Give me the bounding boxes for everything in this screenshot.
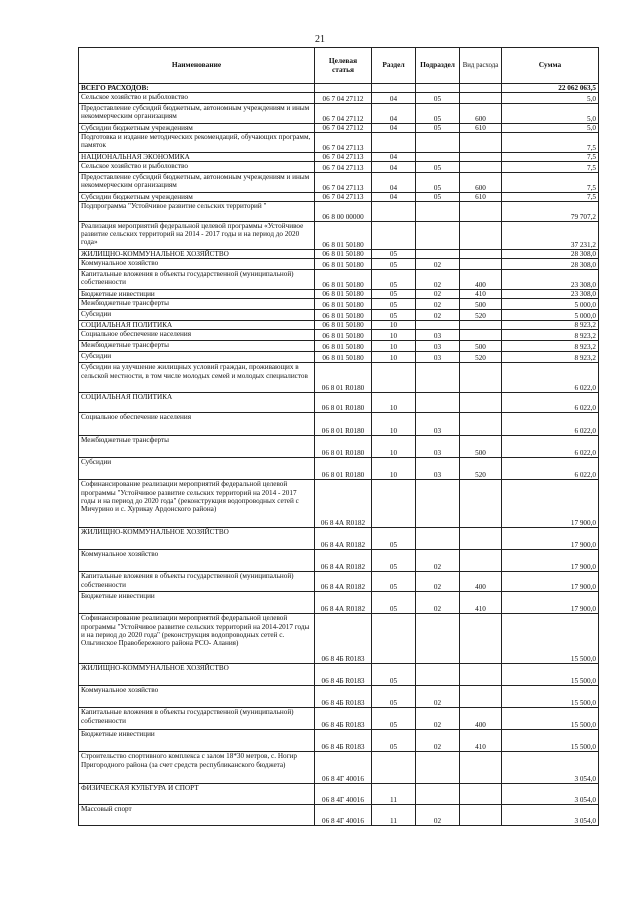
row-expense-kind: 520 [460, 352, 502, 363]
row-subsection [416, 614, 460, 664]
row-target-article: 06 7 04 27112 [315, 104, 372, 124]
table-row [79, 133, 599, 153]
table-row [79, 93, 599, 104]
row-expense-kind [460, 93, 502, 104]
row-expense-kind: 410 [460, 290, 502, 299]
row-expense-kind [460, 480, 502, 528]
row-subsection [416, 664, 460, 686]
row-subsection: 02 [416, 299, 460, 310]
row-name: Массовый спорт [79, 805, 315, 826]
row-target-article: 06 8 4Г 40016 [315, 752, 372, 784]
row-sum: 17 900,0 [502, 572, 599, 592]
row-target-article: 06 8 01 50180 [315, 222, 372, 250]
row-sum: 3 054,0 [502, 805, 599, 826]
row-subsection: 02 [416, 572, 460, 592]
row-target-article: 06 8 01 R0180 [315, 436, 372, 458]
row-subsection: 02 [416, 805, 460, 826]
row-section: 04 [372, 193, 416, 202]
row-target-article: 06 8 4Б R0183 [315, 730, 372, 752]
table-row [79, 259, 599, 270]
row-target-article: 06 8 01 50180 [315, 330, 372, 341]
row-sum: 7,5 [502, 162, 599, 173]
header-row [79, 48, 599, 84]
row-name: Коммунальное хозяйство [79, 686, 315, 708]
row-sum: 7,5 [502, 173, 599, 193]
row-sum: 17 900,0 [502, 528, 599, 550]
row-sum: 5,0 [502, 104, 599, 124]
row-expense-kind [460, 686, 502, 708]
row-section: 10 [372, 413, 416, 436]
row-subsection: 02 [416, 730, 460, 752]
row-sum: 7,5 [502, 153, 599, 162]
row-name: Предоставление субсидий бюджетным, автономным учреждениям и иным некоммерческим организациям [79, 173, 315, 193]
row-name: Сельское хозяйство и рыболовство [79, 162, 315, 173]
table-row [79, 708, 599, 730]
row-sum: 6 022,0 [502, 393, 599, 413]
row-name: Субсидии [79, 352, 315, 363]
row-name: Подготовка и издание методических рекомендаций, обучающих программ, памяток [79, 133, 315, 153]
row-sum: 22 062 063,5 [502, 84, 599, 93]
row-expense-kind: 520 [460, 458, 502, 480]
row-target-article: 06 8 01 R0180 [315, 413, 372, 436]
table-row [79, 480, 599, 528]
row-expense-kind [460, 250, 502, 259]
row-name: Межбюджетные трансферты [79, 436, 315, 458]
row-section: 10 [372, 393, 416, 413]
row-section: 05 [372, 592, 416, 614]
table-row [79, 572, 599, 592]
table-row [79, 290, 599, 299]
table-row [79, 153, 599, 162]
row-section [372, 202, 416, 222]
row-name: ЖИЛИЩНО-КОММУНАЛЬНОЕ ХОЗЯЙСТВО [79, 528, 315, 550]
row-target-article: 06 8 01 50180 [315, 310, 372, 321]
row-name: ВСЕГО РАСХОДОВ: [79, 84, 315, 93]
row-target-article: 06 7 04 27113 [315, 173, 372, 193]
row-target-article: 06 7 04 27113 [315, 153, 372, 162]
row-subsection: 02 [416, 259, 460, 270]
row-expense-kind [460, 330, 502, 341]
row-expense-kind [460, 162, 502, 173]
row-section: 10 [372, 458, 416, 480]
row-expense-kind [460, 222, 502, 250]
row-target-article: 06 8 01 R0180 [315, 393, 372, 413]
row-target-article: 06 8 01 50180 [315, 270, 372, 290]
table-row [79, 393, 599, 413]
row-sum: 6 022,0 [502, 458, 599, 480]
table-row [79, 341, 599, 352]
row-subsection [416, 363, 460, 393]
row-sum: 7,5 [502, 193, 599, 202]
row-expense-kind [460, 84, 502, 93]
table-row [79, 436, 599, 458]
table-row [79, 84, 599, 93]
header-expense-kind: Вид расхода [460, 48, 502, 84]
row-subsection: 03 [416, 330, 460, 341]
row-subsection: 03 [416, 458, 460, 480]
row-target-article: 06 8 01 50180 [315, 290, 372, 299]
row-name: Капитальные вложения в объекты государственной (муниципальной) собственности [79, 708, 315, 730]
row-expense-kind: 500 [460, 341, 502, 352]
row-expense-kind [460, 133, 502, 153]
row-subsection: 05 [416, 104, 460, 124]
row-subsection: 03 [416, 341, 460, 352]
table-row [79, 528, 599, 550]
table-row [79, 124, 599, 133]
row-expense-kind [460, 153, 502, 162]
table-row [79, 222, 599, 250]
row-section [372, 752, 416, 784]
row-expense-kind: 610 [460, 193, 502, 202]
row-subsection [416, 84, 460, 93]
row-subsection [416, 133, 460, 153]
row-subsection [416, 222, 460, 250]
row-sum: 17 900,0 [502, 592, 599, 614]
row-target-article: 06 7 04 27113 [315, 193, 372, 202]
table-row [79, 664, 599, 686]
row-sum: 8 923,2 [502, 321, 599, 330]
row-target-article: 06 8 4Б R0183 [315, 614, 372, 664]
row-name: Социальное обеспечение населения [79, 330, 315, 341]
row-sum: 6 022,0 [502, 436, 599, 458]
row-expense-kind: 500 [460, 299, 502, 310]
row-subsection [416, 784, 460, 805]
row-expense-kind [460, 321, 502, 330]
row-expense-kind: 610 [460, 124, 502, 133]
row-target-article: 06 8 00 00000 [315, 202, 372, 222]
row-section: 10 [372, 436, 416, 458]
table-row [79, 614, 599, 664]
row-name: СОЦИАЛЬНАЯ ПОЛИТИКА [79, 321, 315, 330]
row-name: Субсидии на улучшение жилищных условий граждан, проживающих в сельской местности, в том числе молодых семей и молодых специалистов [79, 363, 315, 393]
row-subsection: 03 [416, 352, 460, 363]
row-subsection: 02 [416, 310, 460, 321]
row-target-article: 06 8 01 50180 [315, 321, 372, 330]
table-row [79, 363, 599, 393]
row-subsection: 02 [416, 686, 460, 708]
row-section: 04 [372, 93, 416, 104]
row-expense-kind [460, 550, 502, 572]
row-sum: 28 308,0 [502, 259, 599, 270]
row-section: 05 [372, 730, 416, 752]
row-subsection: 03 [416, 436, 460, 458]
row-expense-kind: 410 [460, 730, 502, 752]
row-target-article: 06 7 04 27113 [315, 133, 372, 153]
table-row [79, 752, 599, 784]
row-sum: 3 054,0 [502, 752, 599, 784]
row-name: ФИЗИЧЕСКАЯ КУЛЬТУРА И СПОРТ [79, 784, 315, 805]
row-name: Коммунальное хозяйство [79, 550, 315, 572]
row-target-article: 06 7 04 27113 [315, 162, 372, 173]
row-expense-kind: 500 [460, 436, 502, 458]
row-section [372, 614, 416, 664]
row-target-article: 06 8 4А R0182 [315, 550, 372, 572]
row-sum: 3 054,0 [502, 784, 599, 805]
row-sum: 6 022,0 [502, 413, 599, 436]
row-name: Субсидии [79, 310, 315, 321]
row-subsection [416, 480, 460, 528]
row-name: Социальное обеспечение населения [79, 413, 315, 436]
row-name: Капитальные вложения в объекты государственной (муниципальной) собственности [79, 572, 315, 592]
row-section [372, 480, 416, 528]
row-target-article: 06 8 01 50180 [315, 259, 372, 270]
row-section [372, 363, 416, 393]
row-target-article: 06 8 01 R0180 [315, 363, 372, 393]
row-name: Сельское хозяйство и рыболовство [79, 93, 315, 104]
row-subsection [416, 528, 460, 550]
row-expense-kind [460, 413, 502, 436]
row-target-article: 06 8 4Б R0183 [315, 664, 372, 686]
header-subsection: Подраздел [416, 48, 460, 84]
table-row [79, 413, 599, 436]
row-name: Субсидии бюджетным учреждениям [79, 193, 315, 202]
table-row [79, 162, 599, 173]
row-subsection [416, 153, 460, 162]
row-expense-kind [460, 259, 502, 270]
row-section: 05 [372, 259, 416, 270]
table-row [79, 250, 599, 259]
row-expense-kind: 600 [460, 173, 502, 193]
row-section: 10 [372, 321, 416, 330]
row-sum: 8 923,2 [502, 330, 599, 341]
row-sum: 15 500,0 [502, 686, 599, 708]
row-expense-kind [460, 752, 502, 784]
row-name: Бюджетные инвестиции [79, 730, 315, 752]
row-subsection: 02 [416, 270, 460, 290]
row-name: Межбюджетные трансферты [79, 341, 315, 352]
table-row [79, 202, 599, 222]
row-name: СОЦИАЛЬНАЯ ПОЛИТИКА [79, 393, 315, 413]
row-section: 05 [372, 270, 416, 290]
page-number: 21 [315, 34, 325, 45]
row-subsection: 05 [416, 193, 460, 202]
table-row [79, 784, 599, 805]
row-section: 04 [372, 173, 416, 193]
row-target-article: 06 8 4А R0182 [315, 592, 372, 614]
row-name: Софинансирование реализации мероприятий федеральной целевой программы "Устойчивое развитие сельских территорий на 2014-2017 годы и на период до 2020 года" (реконструкция водопроводных сетей с. Ольгинское Правобережного района РСО- Алания) [79, 614, 315, 664]
row-section: 10 [372, 341, 416, 352]
row-subsection: 02 [416, 290, 460, 299]
row-expense-kind [460, 528, 502, 550]
row-subsection: 02 [416, 592, 460, 614]
table-row [79, 592, 599, 614]
row-subsection: 03 [416, 413, 460, 436]
row-name: Субсидии бюджетным учреждениям [79, 124, 315, 133]
row-target-article: 06 8 01 50180 [315, 352, 372, 363]
row-expense-kind [460, 784, 502, 805]
row-subsection [416, 250, 460, 259]
row-section [372, 84, 416, 93]
row-expense-kind [460, 614, 502, 664]
row-section: 05 [372, 250, 416, 259]
table-row [79, 193, 599, 202]
row-target-article: 06 8 01 50180 [315, 341, 372, 352]
row-subsection [416, 321, 460, 330]
header-section: Раздел [372, 48, 416, 84]
row-subsection: 05 [416, 162, 460, 173]
row-expense-kind: 600 [460, 104, 502, 124]
row-name: НАЦИОНАЛЬНАЯ ЭКОНОМИКА [79, 153, 315, 162]
row-name: Софинансирование реализации мероприятий федеральной целевой программы "Устойчивое развитие сельских территорий на 2014 - 2017 годы и на период до 2020 года" (реконструкция водопроводных сетей с Мичурино и с. Хурикау Ардонского района) [79, 480, 315, 528]
row-expense-kind: 400 [460, 708, 502, 730]
row-section: 04 [372, 162, 416, 173]
row-section: 05 [372, 708, 416, 730]
row-expense-kind: 520 [460, 310, 502, 321]
row-expense-kind [460, 393, 502, 413]
table-row [79, 458, 599, 480]
row-expense-kind: 410 [460, 592, 502, 614]
row-target-article: 06 8 01 R0180 [315, 458, 372, 480]
row-sum: 23 308,0 [502, 270, 599, 290]
row-target-article: 06 8 4Г 40016 [315, 784, 372, 805]
row-section: 05 [372, 572, 416, 592]
row-sum: 17 900,0 [502, 550, 599, 572]
row-name: Межбюджетные трансферты [79, 299, 315, 310]
row-expense-kind: 400 [460, 270, 502, 290]
row-sum: 79 707,2 [502, 202, 599, 222]
row-section: 04 [372, 153, 416, 162]
table-row [79, 805, 599, 826]
row-sum: 17 900,0 [502, 480, 599, 528]
row-section: 04 [372, 104, 416, 124]
row-section: 10 [372, 330, 416, 341]
row-target-article: 06 8 01 50180 [315, 299, 372, 310]
budget-expenditure-table [78, 47, 599, 826]
table-row [79, 321, 599, 330]
header-target-article: Целевая статья [315, 48, 372, 84]
row-sum: 5 000,0 [502, 299, 599, 310]
row-name: Субсидии [79, 458, 315, 480]
row-target-article: 06 8 01 50180 [315, 250, 372, 259]
table-row [79, 686, 599, 708]
row-expense-kind [460, 202, 502, 222]
row-sum: 15 500,0 [502, 614, 599, 664]
row-section: 05 [372, 290, 416, 299]
row-sum: 5,0 [502, 124, 599, 133]
table-row [79, 352, 599, 363]
row-name: ЖИЛИЩНО-КОММУНАЛЬНОЕ ХОЗЯЙСТВО [79, 250, 315, 259]
row-section: 05 [372, 664, 416, 686]
row-target-article: 06 7 04 27112 [315, 93, 372, 104]
row-subsection [416, 202, 460, 222]
row-sum: 15 500,0 [502, 730, 599, 752]
row-expense-kind [460, 664, 502, 686]
row-sum: 28 308,0 [502, 250, 599, 259]
row-name: Капитальные вложения в объекты государственной (муниципальной) собственности [79, 270, 315, 290]
row-subsection: 02 [416, 708, 460, 730]
row-expense-kind [460, 805, 502, 826]
row-target-article: 06 7 04 27112 [315, 124, 372, 133]
row-sum: 37 231,2 [502, 222, 599, 250]
row-target-article [315, 84, 372, 93]
row-subsection: 05 [416, 173, 460, 193]
row-subsection: 05 [416, 93, 460, 104]
row-section: 11 [372, 805, 416, 826]
row-target-article: 06 8 4Б R0183 [315, 708, 372, 730]
row-section [372, 222, 416, 250]
row-sum: 6 022,0 [502, 363, 599, 393]
table-row [79, 270, 599, 290]
row-section: 10 [372, 352, 416, 363]
table-row [79, 730, 599, 752]
row-name: Реализация мероприятий федеральной целевой программы «Устойчивое развитие сельских территорий на 2014 - 2017 годы и на период до 2020 года» [79, 222, 315, 250]
header-name: Наименование [79, 48, 315, 84]
row-sum: 7,5 [502, 133, 599, 153]
row-subsection [416, 752, 460, 784]
row-name: Бюджетные инвестиции [79, 592, 315, 614]
row-section: 05 [372, 550, 416, 572]
row-subsection: 02 [416, 550, 460, 572]
row-subsection: 05 [416, 124, 460, 133]
row-section: 04 [372, 124, 416, 133]
row-section: 05 [372, 310, 416, 321]
table-row [79, 330, 599, 341]
row-name: Предоставление субсидий бюджетным, автономным учреждениям и иным некоммерческим организациям [79, 104, 315, 124]
table-row [79, 299, 599, 310]
row-expense-kind: 400 [460, 572, 502, 592]
row-name: Бюджетные инвестиции [79, 290, 315, 299]
row-name: ЖИЛИЩНО-КОММУНАЛЬНОЕ ХОЗЯЙСТВО [79, 664, 315, 686]
row-section: 05 [372, 299, 416, 310]
table-row [79, 310, 599, 321]
row-section [372, 133, 416, 153]
table-row [79, 173, 599, 193]
table-row [79, 550, 599, 572]
row-sum: 5,0 [502, 93, 599, 104]
row-sum: 23 308,0 [502, 290, 599, 299]
row-name: Подпрограмма "Устойчивое развитие сельских территорий " [79, 202, 315, 222]
row-section: 11 [372, 784, 416, 805]
header-sum: Сумма [502, 48, 599, 84]
row-sum: 8 923,2 [502, 352, 599, 363]
row-target-article: 06 8 4А R0182 [315, 480, 372, 528]
row-target-article: 06 8 4Б R0183 [315, 686, 372, 708]
row-name: Коммунальное хозяйство [79, 259, 315, 270]
row-sum: 15 500,0 [502, 664, 599, 686]
row-name: Строительство спортивного комплекса с залом 18*30 метров, с. Ногир Пригородного района (за счет средств республиканского бюджета) [79, 752, 315, 784]
row-sum: 15 500,0 [502, 708, 599, 730]
row-subsection [416, 393, 460, 413]
row-section: 05 [372, 686, 416, 708]
row-expense-kind [460, 363, 502, 393]
row-target-article: 06 8 4А R0182 [315, 572, 372, 592]
row-sum: 8 923,2 [502, 341, 599, 352]
row-section: 05 [372, 528, 416, 550]
row-target-article: 06 8 4Г 40016 [315, 805, 372, 826]
row-target-article: 06 8 4А R0182 [315, 528, 372, 550]
table-row [79, 104, 599, 124]
row-sum: 5 000,0 [502, 310, 599, 321]
